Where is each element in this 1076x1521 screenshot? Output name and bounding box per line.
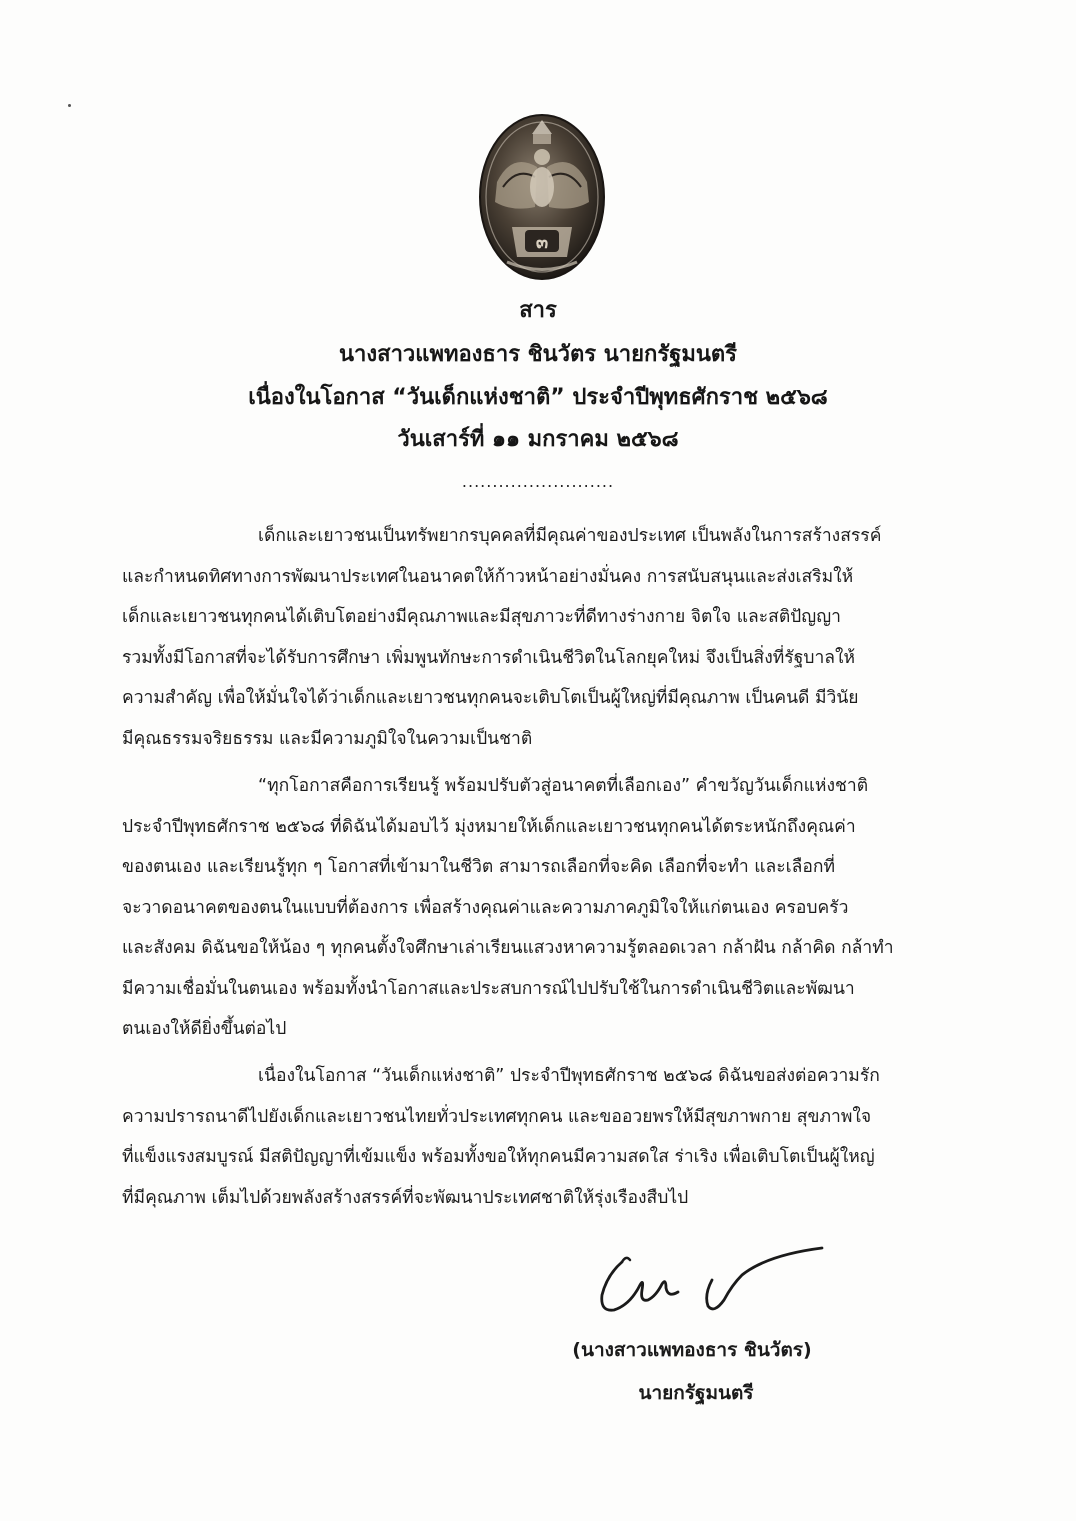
paragraph-line: ความสำคัญ เพื่อให้มั่นใจได้ว่าเด็กและเยาวชนทุกคนจะเติบโตเป็นผู้ใหญ่ที่มีคุณภาพ เป็นคนดี มีวินัย [122, 688, 859, 708]
section-divider: ......................... [461, 472, 615, 491]
paragraph-line: และสังคม ดิฉันขอให้น้อง ๆ ทุกคนตั้งใจศึกษาเล่าเรียนแสวงหาความรู้ตลอดเวลา กล้าฝัน กล้าคิด กล้าทำ [122, 938, 894, 958]
paragraph-3 [122, 1056, 950, 1218]
paragraph-line: ความปรารถนาดีไปยังเด็กและเยาวชนไทยทั่วประเทศทุกคน และขออวยพรให้มีสุขภาพกาย สุขภาพใจ [122, 1106, 872, 1127]
paragraph-line: มีคุณธรรมจริยธรรม และมีความภูมิใจในความเป็นชาติ [122, 728, 533, 749]
paragraph-1 [122, 516, 950, 759]
seal-emblem-text: ๓ [535, 232, 549, 253]
paragraph-line: รวมทั้งมีโอกาสที่จะได้รับการศึกษา เพิ่มพูนทักษะการดำเนินชีวิตในโลกยุคใหม่ จึงเป็นสิ่งที่รัฐบาลให้ [122, 647, 856, 668]
paragraph-line: ประจำปีพุทธศักราช ๒๕๖๘ ที่ดิฉันได้มอบไว้ มุ่งหมายให้เด็กและเยาวชนทุกคนได้ตระหนักถึงคุณค่า [122, 816, 856, 837]
paragraph-line: เนื่องในโอกาส “วันเด็กแห่งชาติ” ประจำปีพุทธศักราช ๒๕๖๘ ดิฉันขอส่งต่อความรัก [258, 1066, 880, 1086]
paragraph-line: ที่แข็งแรงสมบูรณ์ มีสติปัญญาที่เข้มแข็ง พร้อมทั้งขอให้ทุกคนมีความสดใส ร่าเริง เพื่อเติบโตเป็นผู้ใหญ่ [122, 1147, 875, 1167]
signatory-name: (นางสาวแพทองธาร ชินวัตร) [572, 1339, 812, 1361]
paragraph-line: เด็กและเยาวชนเป็นทรัพยากรบุคคลที่มีคุณค่าของประเทศ เป็นพลังในการสร้างสรรค์ [258, 526, 882, 546]
paragraph-line: จะวาดอนาคตของตนในแบบที่ต้องการ เพื่อสร้างคุณค่าและความภาคภูมิใจให้แก่ตนเอง ครอบครัว [122, 897, 849, 918]
paper-speck [68, 104, 71, 107]
letter-title: สาร [519, 298, 557, 323]
paragraph-line: และกำหนดทิศทางการพัฒนาประเทศในอนาคตให้ก้าวหน้าอย่างมั่นคง การสนับสนุนและส่งเสริมให้ [122, 566, 854, 587]
paragraph-line: ที่มีคุณภาพ เต็มไปด้วยพลังสร้างสรรค์ที่จะพัฒนาประเทศชาติให้รุ่งเรืองสืบไป [122, 1187, 689, 1208]
occasion-line: เนื่องในโอกาส “วันเด็กแห่งชาติ” ประจำปีพุทธศักราช ๒๕๖๘ [248, 385, 828, 410]
date-line: วันเสาร์ที่ ๑๑ มกราคม ๒๕๖๘ [397, 427, 679, 452]
signatory-title: นายกรัฐมนตรี [638, 1382, 754, 1404]
author-line: นางสาวแพทองธาร ชินวัตร นายกรัฐมนตรี [339, 342, 737, 367]
paragraph-line: ของตนเอง และเรียนรู้ทุก ๆ โอกาสที่เข้ามาในชีวิต สามารถเลือกที่จะคิด เลือกที่จะทำ และเลือกที่ [122, 857, 835, 877]
garuda-seal-icon [477, 112, 607, 282]
paragraph-line: มีความเชื่อมั่นในตนเอง พร้อมทั้งนำโอกาสและประสบการณ์ไปปรับใช้ในการดำเนินชีวิตและพัฒนา [122, 978, 855, 999]
paragraph-2 [122, 766, 950, 1050]
paragraph-line: ตนเองให้ดียิ่งขึ้นต่อไป [122, 1019, 287, 1039]
handwritten-signature [582, 1240, 842, 1330]
paragraph-line: เด็กและเยาวชนทุกคนได้เติบโตอย่างมีคุณภาพและมีสุขภาวะที่ดีทางร่างกาย จิตใจ และสติปัญญา [122, 607, 841, 627]
paragraph-line: “ทุกโอกาสคือการเรียนรู้ พร้อมปรับตัวสู่อนาคตที่เลือกเอง” คำขวัญวันเด็กแห่งชาติ [258, 776, 869, 796]
